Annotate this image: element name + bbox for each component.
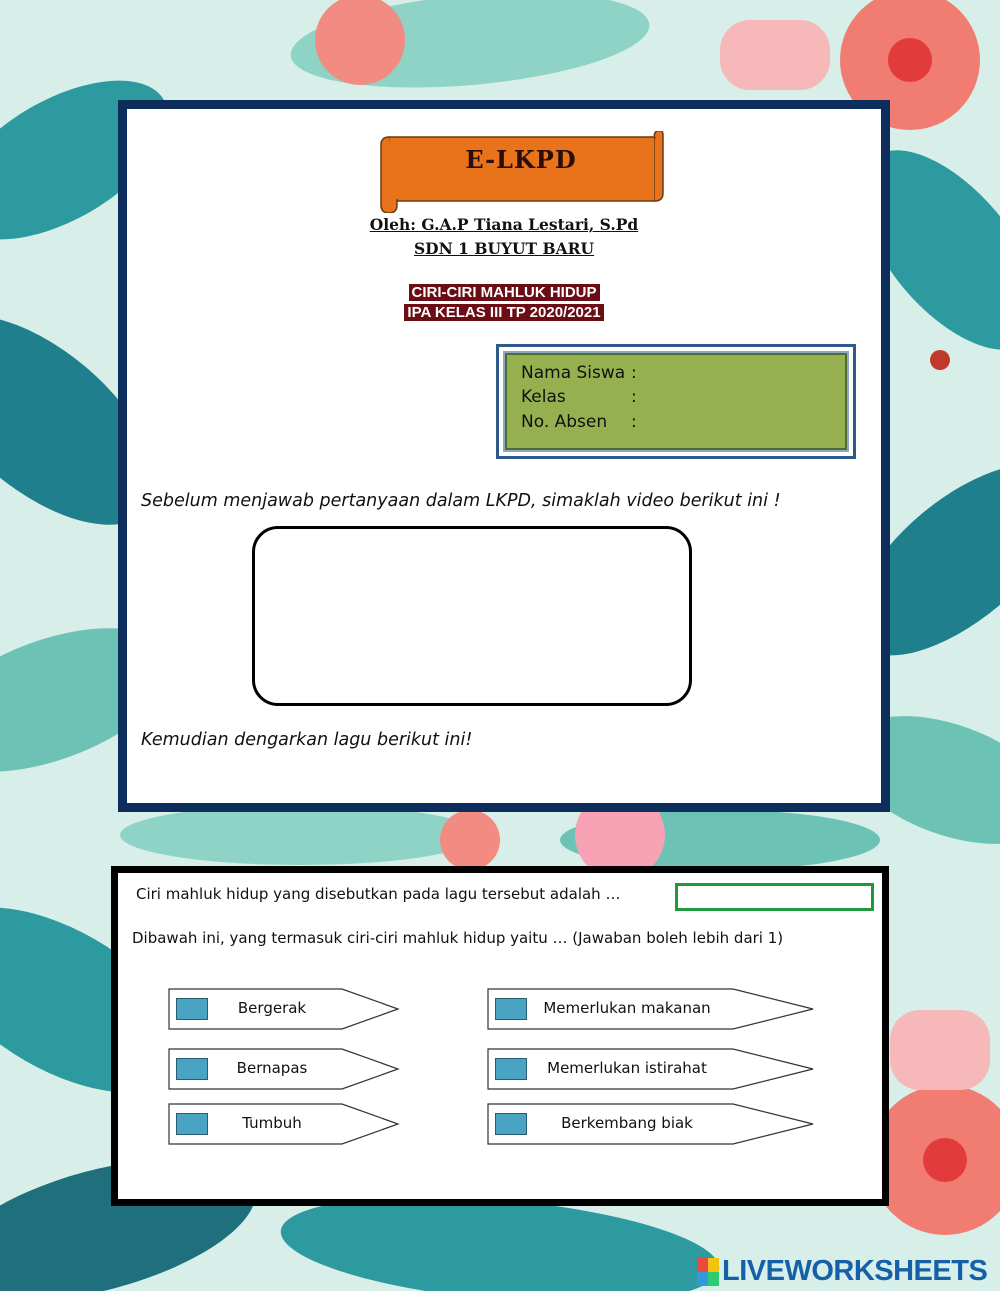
option-checkbox[interactable]	[176, 1113, 208, 1135]
option-checkbox[interactable]	[495, 998, 527, 1020]
brand-name: LIVEWORKSHEETS	[722, 1255, 988, 1287]
option-checkbox[interactable]	[176, 1058, 208, 1080]
option-checkbox[interactable]	[495, 1113, 527, 1135]
option-bernapas[interactable]	[168, 1048, 400, 1090]
class-label: Kelas	[521, 387, 566, 407]
option-label: Memerlukan makanan	[543, 999, 711, 1017]
live-badge-icon	[697, 1258, 719, 1286]
questions-panel	[111, 866, 889, 1206]
author-name: Oleh: G.A.P Tiana Lestari, S.Pd	[369, 215, 639, 234]
option-checkbox[interactable]	[495, 1058, 527, 1080]
worksheet-header-panel	[118, 100, 890, 812]
page-title: E-LKPD	[465, 145, 577, 174]
field-separator: :	[631, 387, 637, 407]
topic-title-text: CIRI-CIRI MAHLUK HIDUP	[409, 284, 600, 301]
option-tumbuh[interactable]	[168, 1103, 400, 1145]
option-memerlukan-istirahat[interactable]	[487, 1048, 815, 1090]
option-label: Berkembang biak	[561, 1114, 693, 1132]
song-instruction: Kemudian dengarkan lagu berikut ini!	[141, 730, 473, 750]
student-name-label: Nama Siswa	[521, 363, 626, 383]
option-berkembang-biak[interactable]	[487, 1103, 815, 1145]
question-2-text: Dibawah ini, yang termasuk ciri-ciri mahluk hidup yaitu … (Jawaban boleh lebih dari 1)	[132, 929, 784, 947]
video-instruction: Sebelum menjawab pertanyaan dalam LKPD, simaklah video berikut ini !	[141, 491, 781, 511]
topic-subtitle-text: IPA KELAS III TP 2020/2021	[404, 304, 603, 321]
option-bergerak[interactable]	[168, 988, 400, 1030]
question-1-text: Ciri mahluk hidup yang disebutkan pada lagu tersebut adalah …	[136, 885, 621, 903]
video-embed-frame[interactable]	[252, 526, 692, 706]
topic-subtitle	[127, 302, 881, 322]
option-checkbox[interactable]	[176, 998, 208, 1020]
option-memerlukan-makanan[interactable]	[487, 988, 815, 1030]
class-field[interactable]	[521, 387, 637, 407]
option-label: Memerlukan istirahat	[547, 1059, 707, 1077]
option-label: Tumbuh	[242, 1114, 302, 1132]
identity-box-fill	[505, 353, 847, 450]
school-name: SDN 1 BUYUT BARU	[413, 239, 595, 258]
student-identity-box	[496, 344, 856, 459]
option-label: Bergerak	[237, 999, 307, 1017]
topic-title	[127, 282, 881, 302]
field-separator: :	[631, 412, 637, 432]
option-label: Bernapas	[236, 1059, 308, 1077]
student-name-field[interactable]	[521, 363, 637, 383]
question-1-answer-input[interactable]	[675, 883, 874, 911]
attendance-number-label: No. Absen	[521, 412, 608, 432]
field-separator: :	[631, 363, 637, 383]
attendance-number-field[interactable]	[521, 412, 637, 432]
